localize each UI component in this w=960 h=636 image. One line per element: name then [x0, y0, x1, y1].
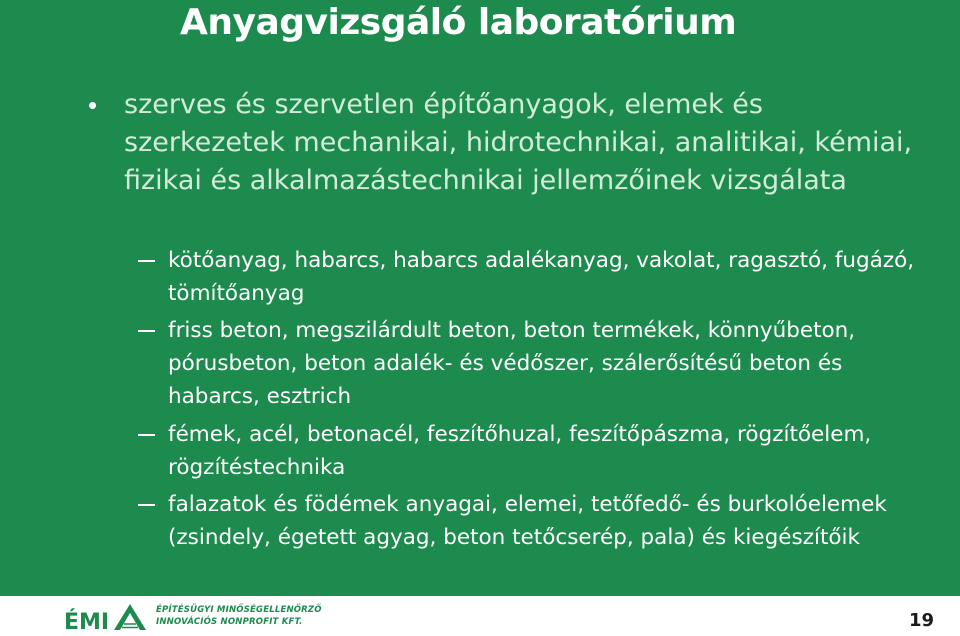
footer-bar	[0, 596, 960, 636]
bullet-dot-icon: •	[88, 90, 98, 120]
main-bullet-text: szerves és szervetlen építőanyagok, elemek és szerkezetek mechanikai, hidrotechnikai, analitikai, kémiai, fizikai és alkalmazástechnikai jellemzőinek vizsgálata	[124, 89, 913, 196]
page-number: 19	[908, 610, 934, 631]
sub-item	[138, 244, 938, 310]
company-name	[156, 604, 322, 628]
logo-text: ÉMI	[64, 610, 110, 632]
sub-item-text: friss beton, megszilárdult beton, beton termékek, könnyűbeton, pórusbeton, beton adalék- és védőszer, szálerősítésű beton és habarcs, esztrich	[168, 318, 856, 409]
sub-item	[138, 488, 938, 554]
sub-item-text: kötőanyag, habarcs, habarcs adalékanyag, vakolat, ragasztó, fugázó, tömítőanyag	[168, 248, 915, 306]
dash-icon	[138, 330, 155, 332]
sub-item	[138, 314, 938, 413]
company-line2: INNOVÁCIÓS NONPROFIT KFT.	[156, 617, 303, 627]
sub-item	[138, 418, 938, 484]
company-line1: ÉPÍTÉSÜGYI MINŐSÉGELLENŐRZŐ	[156, 605, 322, 615]
dash-icon	[138, 260, 155, 262]
sub-item-text: falazatok és födémek anyagai, elemei, tetőfedő- és burkolóelemek (zsindely, égetett agyag, beton tetőcserép, pala) és kiegészítőik	[168, 492, 887, 550]
slide-title: Anyagvizsgáló laboratórium	[180, 2, 737, 43]
sub-item-text: fémek, acél, betonacél, feszítőhuzal, feszítőpászma, rögzítőelem, rögzítéstechnika	[168, 422, 872, 480]
emi-logo	[64, 600, 146, 632]
dash-icon	[138, 434, 155, 436]
dash-icon	[138, 504, 155, 506]
